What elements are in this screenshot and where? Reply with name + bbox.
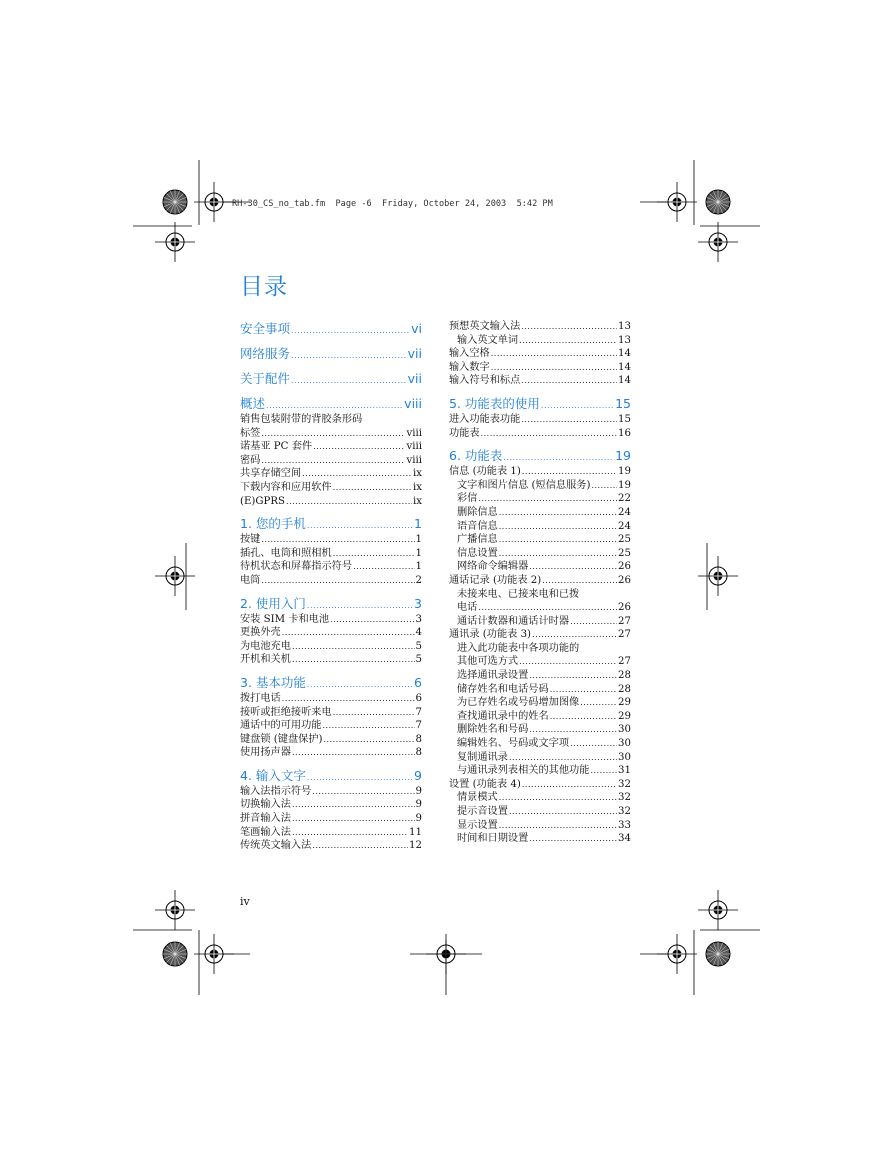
toc-entry-title: 拨打电话 (240, 692, 281, 704)
dot-leader (330, 613, 414, 627)
toc-page-number: 12 (409, 840, 422, 852)
toc-section-heading[interactable] (240, 369, 422, 388)
toc-entry[interactable] (449, 520, 631, 534)
toc-entry[interactable] (449, 737, 631, 751)
toc-page-number: 8 (415, 733, 422, 745)
toc-section-heading[interactable] (240, 594, 422, 613)
toc-entry-title: 选择通讯录设置 (457, 670, 529, 682)
toc-entry[interactable] (449, 334, 631, 348)
toc-page-number: 31 (618, 765, 631, 777)
toc-entry[interactable] (240, 440, 422, 454)
dot-leader (509, 751, 617, 765)
toc-entry-title: 按键 (240, 534, 261, 546)
toc-page-number: 11 (409, 826, 422, 838)
toc-entry[interactable] (449, 683, 631, 697)
dot-leader (499, 520, 617, 534)
toc-entry-title: 输入法指示符号 (240, 785, 312, 797)
dot-leader (499, 547, 617, 561)
toc-entry[interactable] (449, 655, 631, 669)
dot-leader (353, 560, 414, 574)
dot-leader (302, 467, 412, 481)
toc-entry-title: 文字和图片信息 (短信息服务) (457, 479, 591, 491)
toc-entry[interactable] (449, 764, 631, 778)
toc-entry-title: 信息 (功能表 1) (449, 466, 521, 478)
toc-page-number: 14 (618, 348, 631, 360)
toc-entry[interactable] (240, 746, 422, 760)
toc-entry-title: 笔画输入法 (240, 826, 291, 838)
dot-leader (478, 492, 617, 506)
toc-entry-title: 电话 (457, 602, 478, 614)
toc-entry[interactable] (240, 427, 422, 441)
toc-page-number: vii (407, 371, 422, 386)
toc-entry[interactable] (449, 347, 631, 361)
toc-entry[interactable] (449, 642, 631, 656)
toc-entry[interactable] (449, 427, 631, 441)
dot-leader (499, 819, 617, 833)
toc-entry[interactable] (449, 751, 631, 765)
toc-page-number: 6 (415, 692, 422, 704)
toc-page-number: 28 (618, 683, 631, 695)
toc-page-number: 9 (415, 785, 422, 797)
toc-page-number: 19 (618, 479, 631, 491)
dot-leader (292, 653, 415, 667)
toc-entry-title: 与通讯录列表相关的其他功能 (457, 765, 590, 777)
toc-entry-title: 5. 功能表的使用 (449, 395, 540, 411)
toc-entry[interactable] (240, 495, 422, 509)
toc-page-number: 5 (415, 640, 422, 652)
toc-entry[interactable] (449, 574, 631, 588)
dot-leader (521, 320, 617, 334)
toc-page-number: 26 (618, 574, 631, 586)
toc-entry-title: 切换输入法 (240, 799, 291, 811)
toc-entry-title: 编辑姓名、号码或文字项 (457, 738, 570, 750)
toc-entry[interactable] (240, 613, 422, 627)
toc-entry-title: 信息设置 (457, 547, 498, 559)
dot-leader (570, 737, 617, 751)
dot-leader (282, 692, 415, 706)
toc-page-number: 3 (415, 613, 422, 625)
page-number: iv (240, 895, 250, 908)
dot-leader (261, 533, 414, 547)
toc-page-number: 30 (618, 724, 631, 736)
toc-entry-title: 2. 使用入门 (240, 595, 306, 611)
toc-entry[interactable] (449, 492, 631, 506)
toc-entry-title: 使用扬声器 (240, 747, 291, 759)
toc-page-number: 15 (615, 395, 631, 411)
toc-entry-title: 6. 功能表 (449, 448, 503, 464)
toc-entry[interactable] (449, 479, 631, 493)
toc-page-number: vii (407, 346, 422, 361)
dot-leader (521, 374, 617, 388)
toc-page-number: 30 (618, 738, 631, 750)
toc-page-number: 33 (618, 819, 631, 831)
toc-entry[interactable] (240, 467, 422, 481)
dot-leader (333, 706, 415, 720)
toc-entry[interactable] (240, 706, 422, 720)
dot-leader (521, 413, 617, 427)
toc-entry-title: 提示音设置 (457, 806, 508, 817)
dot-leader (550, 683, 617, 697)
dot-leader (499, 506, 617, 520)
dot-leader (261, 454, 405, 468)
toc-entry-title: 键盘锁 (键盘保护) (240, 733, 323, 745)
dot-leader (519, 334, 617, 348)
toc-entry[interactable] (449, 601, 631, 615)
toc-entry[interactable] (449, 819, 631, 833)
toc-entry[interactable] (240, 626, 422, 640)
toc-entry-title: 电筒 (240, 574, 261, 586)
toc-entry[interactable] (240, 653, 422, 667)
toc-entry-title: 输入空格 (449, 348, 490, 360)
toc-entry-title: 储存姓名和电话号码 (457, 683, 549, 695)
dot-leader (570, 615, 617, 629)
dot-leader (261, 574, 414, 588)
toc-entry-title: 输入数字 (449, 361, 490, 373)
toc-entry-title: 情景模式 (457, 792, 498, 804)
toc-page-number: 27 (618, 656, 631, 668)
toc-page-number: viii (406, 441, 422, 453)
dot-leader (580, 696, 617, 710)
toc-page-number: 1 (415, 561, 422, 573)
toc-page-number: viii (406, 427, 422, 439)
toc-entry[interactable] (449, 710, 631, 724)
toc-entry-title: 其他可选方式 (457, 656, 519, 668)
dot-leader (550, 710, 617, 724)
toc-page-number: 25 (618, 547, 631, 559)
toc-entry[interactable] (240, 733, 422, 747)
dot-leader (522, 465, 617, 479)
dot-leader (491, 347, 617, 361)
toc-entry-title: 共享存储空间 (240, 468, 302, 480)
toc-page-number: 9 (415, 799, 422, 811)
dot-leader (292, 826, 408, 840)
toc-entry-title: (E)GPRS (240, 495, 286, 507)
dot-leader (481, 427, 617, 441)
toc-page-number: 3 (414, 595, 422, 611)
toc-entry[interactable] (240, 719, 422, 733)
toc-entry-title: 开机和关机 (240, 654, 291, 666)
toc-entry[interactable] (240, 533, 422, 547)
toc-entry-title: 输入符号和标点 (449, 375, 521, 387)
toc-page-number: 2 (415, 574, 422, 586)
toc-entry-title: 概述 (240, 396, 266, 411)
toc-page-number: 14 (618, 361, 631, 373)
toc-entry-title: 待机状态和屏幕指示符号 (240, 561, 353, 573)
toc-entry-title: 删除姓名和号码 (457, 724, 529, 736)
toc-right-column (449, 320, 631, 846)
toc-page-number: 28 (618, 670, 631, 682)
dot-leader (261, 427, 405, 441)
dot-leader (291, 371, 407, 390)
toc-page-number: 14 (618, 375, 631, 387)
toc-page-number: 9 (415, 813, 422, 825)
toc-entry-title: 诺基亚 PC 套件 (240, 441, 313, 453)
dot-leader (323, 719, 415, 733)
toc-section-heading[interactable] (240, 766, 422, 785)
toc-entry-title: 安全事项 (240, 321, 291, 336)
toc-entry[interactable] (449, 506, 631, 520)
toc-entry[interactable] (449, 696, 631, 710)
dot-leader (509, 805, 617, 819)
toc-page-number: ix (412, 481, 422, 493)
dot-leader (522, 778, 617, 792)
toc-entry[interactable] (449, 615, 631, 629)
toc-page-number: 26 (618, 602, 631, 614)
toc-entry-title: 关于配件 (240, 371, 291, 386)
toc-page-number: 5 (415, 654, 422, 666)
toc-page-number: viii (406, 454, 422, 466)
toc-entry[interactable] (240, 812, 422, 826)
toc-entry-title: 通话中的可用功能 (240, 720, 322, 732)
toc-entry[interactable] (240, 560, 422, 574)
toc-entry-title: 插孔、电筒和照相机 (240, 547, 332, 559)
toc-page-number: 13 (618, 334, 631, 346)
dot-leader (292, 798, 415, 812)
toc-entry[interactable] (449, 832, 631, 846)
toc-entry-title: 为电池充电 (240, 640, 291, 652)
dot-leader (590, 764, 617, 778)
toc-entry[interactable] (449, 778, 631, 792)
toc-entry[interactable] (449, 805, 631, 819)
toc-entry-title: 彩信 (457, 493, 478, 505)
toc-entry[interactable] (240, 692, 422, 706)
toc-page-number: 16 (618, 427, 631, 439)
toc-page-number: 34 (618, 833, 631, 845)
dot-leader (282, 626, 415, 640)
toc-page-number: 29 (618, 710, 631, 722)
toc-entry-title: 销售包装附带的背胶条形码 (240, 414, 363, 425)
toc-entry-title: 输入英文单词 (457, 334, 519, 346)
toc-entry[interactable] (449, 791, 631, 805)
toc-entry-title: 查找通讯录中的姓名 (457, 710, 549, 722)
toc-entry[interactable] (240, 798, 422, 812)
toc-entry[interactable] (449, 361, 631, 375)
toc-entry[interactable] (240, 640, 422, 654)
toc-page-number: 7 (415, 706, 422, 718)
toc-entry[interactable] (240, 413, 422, 427)
toc-entry-title: 语音信息 (457, 520, 498, 532)
toc-entry-title: 传统英文输入法 (240, 840, 312, 852)
toc-entry[interactable] (240, 839, 422, 853)
toc-page-number: 1 (415, 547, 422, 559)
toc-section-heading[interactable] (449, 446, 631, 465)
toc-entry-title: 删除信息 (457, 506, 498, 518)
toc-page-number: 30 (618, 751, 631, 763)
dot-leader (292, 812, 415, 826)
toc-entry[interactable] (240, 826, 422, 840)
toc-page-number: 24 (618, 520, 631, 532)
dot-leader (591, 479, 617, 493)
toc-page-number: 27 (618, 615, 631, 627)
toc-page-number: 32 (618, 792, 631, 804)
toc-entry-title: 密码 (240, 454, 261, 466)
toc-entry-title: 拼音输入法 (240, 813, 291, 825)
toc-entry[interactable] (449, 588, 631, 602)
dot-leader (312, 839, 408, 853)
toc-section-heading[interactable] (240, 319, 422, 338)
toc-section-heading[interactable] (240, 673, 422, 692)
toc-entry-title: 广播信息 (457, 534, 498, 546)
dot-leader (292, 746, 415, 760)
toc-page-number: 8 (415, 747, 422, 759)
toc-entry[interactable] (449, 669, 631, 683)
dot-leader (324, 733, 415, 747)
dot-leader (529, 560, 617, 574)
toc-entry-title: 功能表 (449, 427, 480, 439)
toc-entry-title: 1. 您的手机 (240, 516, 306, 532)
file-header: RH-30_CS_no_tab.fm Page -6 Friday, October 24, 2003 5:42 PM (232, 199, 553, 209)
dot-leader (292, 640, 415, 654)
toc-entry[interactable] (449, 320, 631, 334)
toc-page-number: 4 (415, 627, 422, 639)
toc-page-number: ix (412, 468, 422, 480)
toc-entry-title: 更换外壳 (240, 627, 281, 639)
toc-entry[interactable] (449, 533, 631, 547)
dot-leader (333, 481, 412, 495)
toc-section-heading[interactable] (240, 344, 422, 363)
toc-entry-title: 进入功能表功能 (449, 413, 521, 425)
toc-page-number: 25 (618, 534, 631, 546)
toc-page-number: 9 (414, 767, 422, 783)
toc-entry-title: 标签 (240, 427, 261, 439)
toc-entry-title: 安装 SIM 卡和电池 (240, 613, 330, 625)
toc-entry-title: 时间和日期设置 (457, 833, 529, 845)
dot-leader (312, 785, 414, 799)
toc-entry[interactable] (240, 547, 422, 561)
dot-leader (499, 533, 617, 547)
toc-entry[interactable] (240, 481, 422, 495)
page-title: 目录 (240, 274, 288, 300)
toc-entry-title: 通讯录 (功能表 3) (449, 629, 532, 641)
toc-page-number: viii (404, 396, 422, 411)
toc-entry-title: 预想英文输入法 (449, 321, 521, 332)
toc-page-number: 1 (414, 516, 422, 532)
toc-page-number: 32 (618, 778, 631, 790)
toc-entry[interactable] (449, 547, 631, 561)
dot-leader (333, 547, 415, 561)
toc-entry-title: 下载内容和应用软件 (240, 481, 332, 493)
toc-page-number: 19 (618, 466, 631, 478)
toc-entry-title: 未接来电、已接来电和已拨 (457, 588, 580, 600)
toc-page-number: ix (412, 495, 422, 507)
toc-entry[interactable] (449, 560, 631, 574)
toc-entry-title: 设置 (功能表 4) (449, 778, 521, 790)
toc-page-number: 15 (618, 413, 631, 425)
toc-page-number: 13 (618, 321, 631, 332)
toc-entry-title: 通话计数器和通话计时器 (457, 615, 570, 627)
toc-page-number: 7 (415, 720, 422, 732)
toc-entry[interactable] (240, 454, 422, 468)
toc-entry-title: 为已存姓名或号码增加图像 (457, 697, 580, 709)
toc-entry-title: 通话记录 (功能表 2) (449, 574, 542, 586)
toc-left-column (240, 319, 422, 853)
toc-page-number: 29 (618, 697, 631, 709)
dot-leader (529, 669, 617, 683)
dot-leader (542, 574, 617, 588)
toc-entry-title: 显示设置 (457, 819, 498, 831)
dot-leader (491, 361, 617, 375)
dot-leader (286, 495, 412, 509)
toc-entry-title: 4. 输入文字 (240, 767, 306, 783)
toc-page-number: 22 (618, 493, 631, 505)
toc-page-number: 32 (618, 806, 631, 817)
toc-entry[interactable] (449, 374, 631, 388)
dot-leader (291, 346, 407, 365)
toc-entry[interactable] (240, 785, 422, 799)
dot-leader (291, 321, 410, 340)
toc-entry[interactable] (240, 574, 422, 588)
toc-entry[interactable] (449, 413, 631, 427)
dot-leader (519, 655, 617, 669)
toc-page-number: 1 (415, 534, 422, 546)
toc-page-number: 19 (615, 448, 631, 464)
toc-entry-title: 网络命令编辑器 (457, 561, 529, 573)
toc-entry-title: 接听或拒绝接听来电 (240, 706, 332, 718)
toc-entry[interactable] (449, 628, 631, 642)
dot-leader (499, 791, 617, 805)
dot-leader (529, 723, 617, 737)
dot-leader (313, 440, 405, 454)
toc-entry-title: 进入此功能表中各项功能的 (457, 642, 580, 654)
toc-entry-title: 3. 基本功能 (240, 674, 306, 690)
toc-entry-title: 网络服务 (240, 346, 291, 361)
toc-section-heading[interactable] (240, 514, 422, 533)
toc-page-number: 24 (618, 506, 631, 518)
toc-section-heading[interactable] (240, 394, 422, 413)
dot-leader (478, 601, 617, 615)
toc-section-heading[interactable] (449, 394, 631, 413)
dot-leader (529, 832, 617, 846)
toc-page-number: 27 (618, 629, 631, 641)
toc-page-number: vi (411, 321, 422, 336)
toc-entry[interactable] (449, 723, 631, 737)
toc-entry-title: 复制通讯录 (457, 751, 508, 763)
toc-page-number: 6 (414, 674, 422, 690)
toc-page-number: 26 (618, 561, 631, 573)
dot-leader (532, 628, 617, 642)
toc-entry[interactable] (449, 465, 631, 479)
